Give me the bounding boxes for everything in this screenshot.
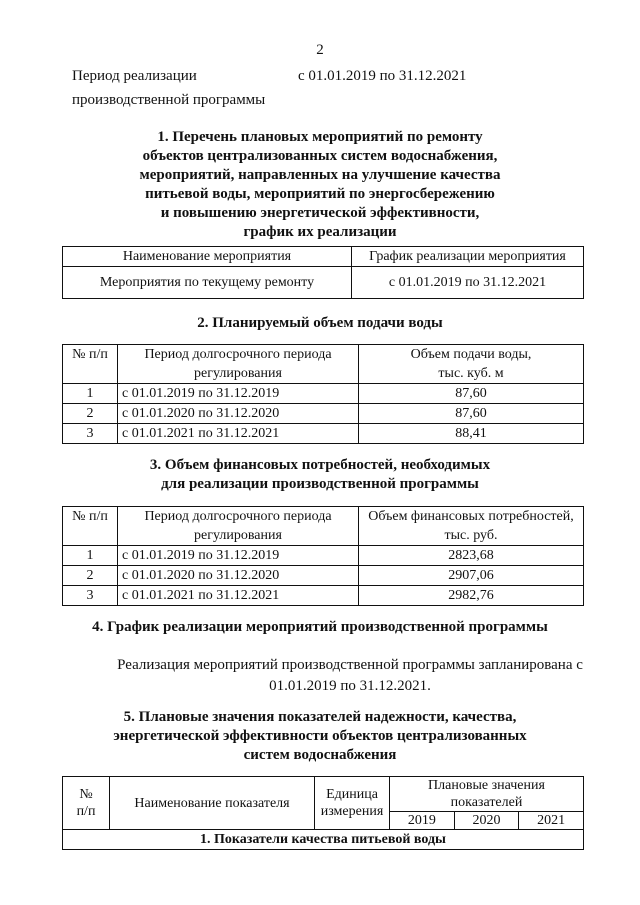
indicators-subheader: 1. Показатели качества питьевой воды (63, 830, 584, 850)
row-period: с 01.01.2021 по 31.12.2021 (118, 424, 359, 444)
row-period: с 01.01.2020 по 31.12.2020 (118, 404, 359, 424)
water-header-value (359, 345, 584, 384)
row-value: 88,41 (359, 424, 584, 444)
row-value: 2982,76 (359, 586, 584, 606)
table-row (63, 384, 584, 404)
section5-title-line: энергетической эффективности объектов централизованных (113, 728, 527, 744)
period-value: с 01.01.2019 по 31.12.2021 (298, 68, 467, 84)
finance-header-period-line1: Период долгосрочного периода (144, 509, 332, 524)
row-value: 87,60 (359, 384, 584, 404)
indicators-header-num (63, 777, 110, 830)
table-row (63, 546, 584, 566)
row-num: 2 (63, 566, 118, 586)
water-header-period-line1: Период долгосрочного периода (144, 347, 332, 362)
indicators-header-year: 2021 (519, 812, 584, 830)
period-label-line1: Период реализации (72, 68, 197, 84)
page-number: 2 (316, 42, 324, 58)
row-period: с 01.01.2019 по 31.12.2019 (118, 546, 359, 566)
indicators-header-name: Наименование показателя (110, 777, 315, 830)
section4-text-line1: Реализация мероприятий производственной программы запланирована с (117, 657, 583, 673)
events-row-schedule: с 01.01.2019 по 31.12.2021 (352, 267, 584, 299)
table-row (63, 404, 584, 424)
row-num: 2 (63, 404, 118, 424)
finance-header-period (118, 507, 359, 546)
water-header-period-line2: регулирования (194, 366, 282, 381)
row-period: с 01.01.2021 по 31.12.2021 (118, 586, 359, 606)
section5-title-line: систем водоснабжения (243, 747, 397, 763)
water-header-value-line2: тыс. куб. м (438, 366, 504, 381)
indicators-header-planned-line1: Плановые значения (428, 778, 545, 793)
section1-title-line: объектов централизованных систем водоснабжения, (142, 148, 498, 164)
indicators-header-num-line1: № (79, 787, 93, 802)
indicators-header-planned (390, 777, 584, 812)
section5-title (0, 708, 640, 765)
table-row (63, 566, 584, 586)
section4-title: 4. График реализации мероприятий производственной программы (92, 619, 548, 635)
row-num: 3 (63, 424, 118, 444)
events-table (62, 246, 584, 299)
section1-title-line: график их реализации (243, 224, 397, 240)
row-value: 2823,68 (359, 546, 584, 566)
finance-header-value-line1: Объем финансовых потребностей, (368, 509, 574, 524)
row-num: 1 (63, 546, 118, 566)
water-header-num: № п/п (63, 345, 118, 384)
row-period: с 01.01.2020 по 31.12.2020 (118, 566, 359, 586)
indicators-header-planned-line2: показателей (450, 795, 523, 810)
water-supply-table (62, 344, 584, 444)
section1-title-line: 1. Перечень плановых мероприятий по ремонту (157, 129, 483, 145)
section5-title-line: 5. Плановые значения показателей надежности, качества, (123, 709, 517, 725)
finance-header-value-line2: тыс. руб. (444, 528, 498, 543)
finance-header-period-line2: регулирования (194, 528, 282, 543)
indicators-header-year: 2019 (390, 812, 455, 830)
finance-header-value (359, 507, 584, 546)
row-num: 1 (63, 384, 118, 404)
period-label (72, 64, 265, 112)
events-header-schedule: График реализации мероприятия (352, 247, 584, 267)
section1-title-line: мероприятий, направленных на улучшение качества (139, 167, 501, 183)
row-period: с 01.01.2019 по 31.12.2019 (118, 384, 359, 404)
finance-header-num: № п/п (63, 507, 118, 546)
section1-title-line: и повышению энергетической эффективности, (160, 205, 480, 221)
indicators-header-unit-line1: Единица (326, 787, 378, 802)
section2-title: 2. Планируемый объем подачи воды (197, 315, 443, 331)
indicators-header-unit-line2: измерения (320, 804, 384, 819)
indicators-table (62, 776, 584, 850)
events-row-name: Мероприятия по текущему ремонту (63, 267, 352, 299)
period-label-line2: производственной программы (72, 92, 266, 108)
section3-title (0, 456, 640, 494)
water-header-value-line1: Объем подачи воды, (410, 347, 532, 362)
events-header-name: Наименование мероприятия (63, 247, 352, 267)
section3-title-line: 3. Объем финансовых потребностей, необходимых (149, 457, 491, 473)
section1-title (0, 128, 640, 242)
section4-text (100, 655, 600, 697)
financial-table (62, 506, 584, 606)
table-row (63, 424, 584, 444)
row-num: 3 (63, 586, 118, 606)
section4-text-line2: 01.01.2019 по 31.12.2021. (269, 678, 431, 694)
indicators-header-unit (315, 777, 390, 830)
indicators-header-year: 2020 (454, 812, 519, 830)
section3-title-line: для реализации производственной программы (161, 476, 479, 492)
indicators-header-num-line2: п/п (76, 804, 96, 819)
section1-title-line: питьевой воды, мероприятий по энергосбережению (145, 186, 495, 202)
row-value: 2907,06 (359, 566, 584, 586)
row-value: 87,60 (359, 404, 584, 424)
table-row (63, 586, 584, 606)
water-header-period (118, 345, 359, 384)
